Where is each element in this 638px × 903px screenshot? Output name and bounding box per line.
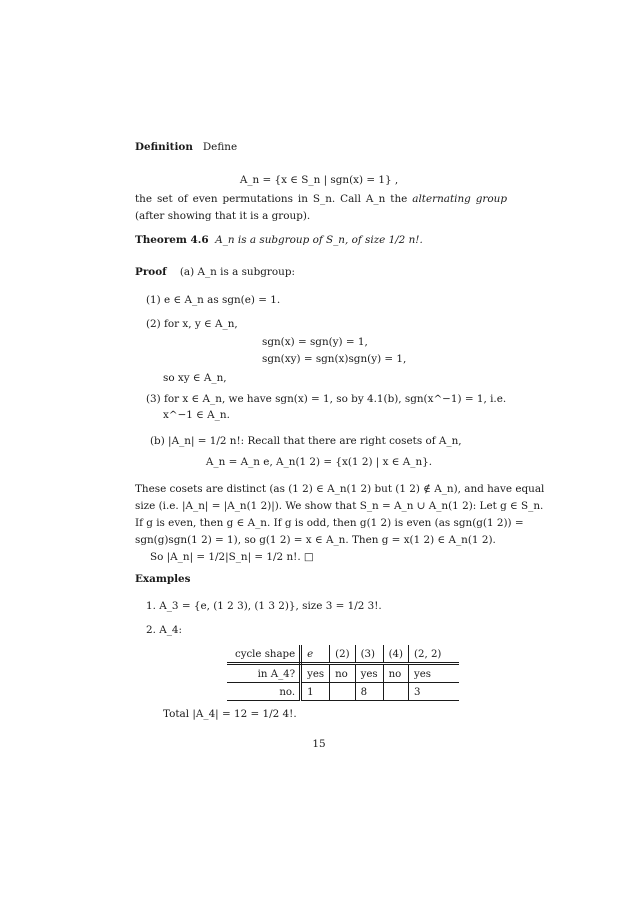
proof-conclusion: So |A_n| = 1/2|S_n| = 1/2 n!. □	[150, 551, 314, 563]
proof-part-b: (b) |A_n| = 1/2 n!: Recall that there are right cosets of A_n,	[150, 435, 462, 447]
proof-eq-line-2: sgn(xy) = sgn(x)sgn(y) = 1,	[262, 353, 407, 365]
table-header-cell: (2)	[330, 645, 355, 664]
example-total: Total |A_4| = 12 = 1/2 4!.	[163, 708, 297, 720]
table-cell: no.	[227, 683, 301, 701]
proof-heading-line	[135, 264, 505, 281]
table-header-cell: (4)	[383, 645, 408, 664]
table-cell: yes	[409, 664, 460, 683]
table-row	[227, 683, 459, 701]
definition-text-b: (after showing that it is a group).	[135, 210, 311, 222]
proof-item-2-tail: so xy ∈ A_n,	[163, 372, 227, 384]
definition-intro: Define	[202, 141, 238, 153]
examples-heading: Examples	[135, 573, 191, 585]
table-cell: in A_4?	[227, 664, 301, 683]
page-number: 15	[312, 738, 326, 750]
theorem-heading: Theorem 4.6	[135, 234, 209, 246]
theorem-statement: A_n is a subgroup of S_n, of size 1/2 n!.	[215, 234, 423, 246]
table-cell: no	[330, 664, 355, 683]
proof-item-3-line-2: x^−1 ∈ A_n.	[163, 409, 230, 421]
table-cell: 3	[409, 683, 460, 701]
proof-part-a: (a) A_n is a subgroup:	[179, 266, 295, 278]
cycle-shape-table	[227, 645, 459, 701]
proof-item-2: (2) for x, y ∈ A_n,	[146, 318, 238, 330]
definition-term: alternating group	[412, 193, 507, 205]
table-header-cell: (2, 2)	[409, 645, 460, 664]
proof-item-3-line-1: (3) for x ∈ A_n, we have sgn(x) = 1, so by 4.1(b), sgn(x^−1) = 1, i.e.	[146, 393, 507, 405]
definition-text	[135, 191, 507, 225]
table-cell: yes	[301, 664, 330, 683]
table-cell: 8	[355, 683, 383, 701]
definition-heading-line	[135, 139, 505, 156]
proof-item-1: (1) e ∈ A_n as sgn(e) = 1.	[146, 294, 281, 306]
proof-para-line-1: These cosets are distinct (as (1 2) ∈ A_n(1 2) but (1 2) ∉ A_n), and have equal	[135, 483, 545, 495]
table-header-cell: (3)	[355, 645, 383, 664]
definition-heading: Definition	[135, 141, 193, 153]
proof-para-line-3: If g is even, then g ∈ A_n. If g is odd, then g(1 2) is even (as sgn(g(1 2)) =	[135, 517, 524, 529]
table-header-row	[227, 645, 459, 664]
table-cell	[330, 683, 355, 701]
table-header-cell: cycle shape	[227, 645, 301, 664]
proof-eq-line-1: sgn(x) = sgn(y) = 1,	[262, 336, 368, 348]
example-1: 1. A_3 = {e, (1 2 3), (1 3 2)}, size 3 = 1/2 3!.	[146, 600, 382, 612]
table-cell: no	[383, 664, 408, 683]
definition-display: A_n = {x ∈ S_n | sgn(x) = 1} ,	[239, 174, 399, 186]
table-row	[227, 664, 459, 683]
table-header-cell: e	[301, 645, 330, 664]
proof-heading: Proof	[135, 266, 167, 278]
definition-text-a: the set of even permutations in S_n. Call A_n the	[135, 193, 408, 205]
table-cell	[383, 683, 408, 701]
proof-para-line-4: sgn(g)sgn(1 2) = 1), so g(1 2) = x ∈ A_n. Then g = x(1 2) ∈ A_n(1 2).	[135, 534, 496, 546]
proof-display-b: A_n = A_n e, A_n(1 2) = {x(1 2) | x ∈ A_n}.	[205, 456, 433, 468]
theorem	[135, 232, 505, 249]
proof-para-line-2: size (i.e. |A_n| = |A_n(1 2)|). We show that S_n = A_n ∪ A_n(1 2): Let g ∈ S_n.	[135, 500, 544, 512]
example-2: 2. A_4:	[146, 624, 183, 636]
table-cell: 1	[301, 683, 330, 701]
examples-heading-line	[135, 571, 505, 588]
table-cell: yes	[355, 664, 383, 683]
